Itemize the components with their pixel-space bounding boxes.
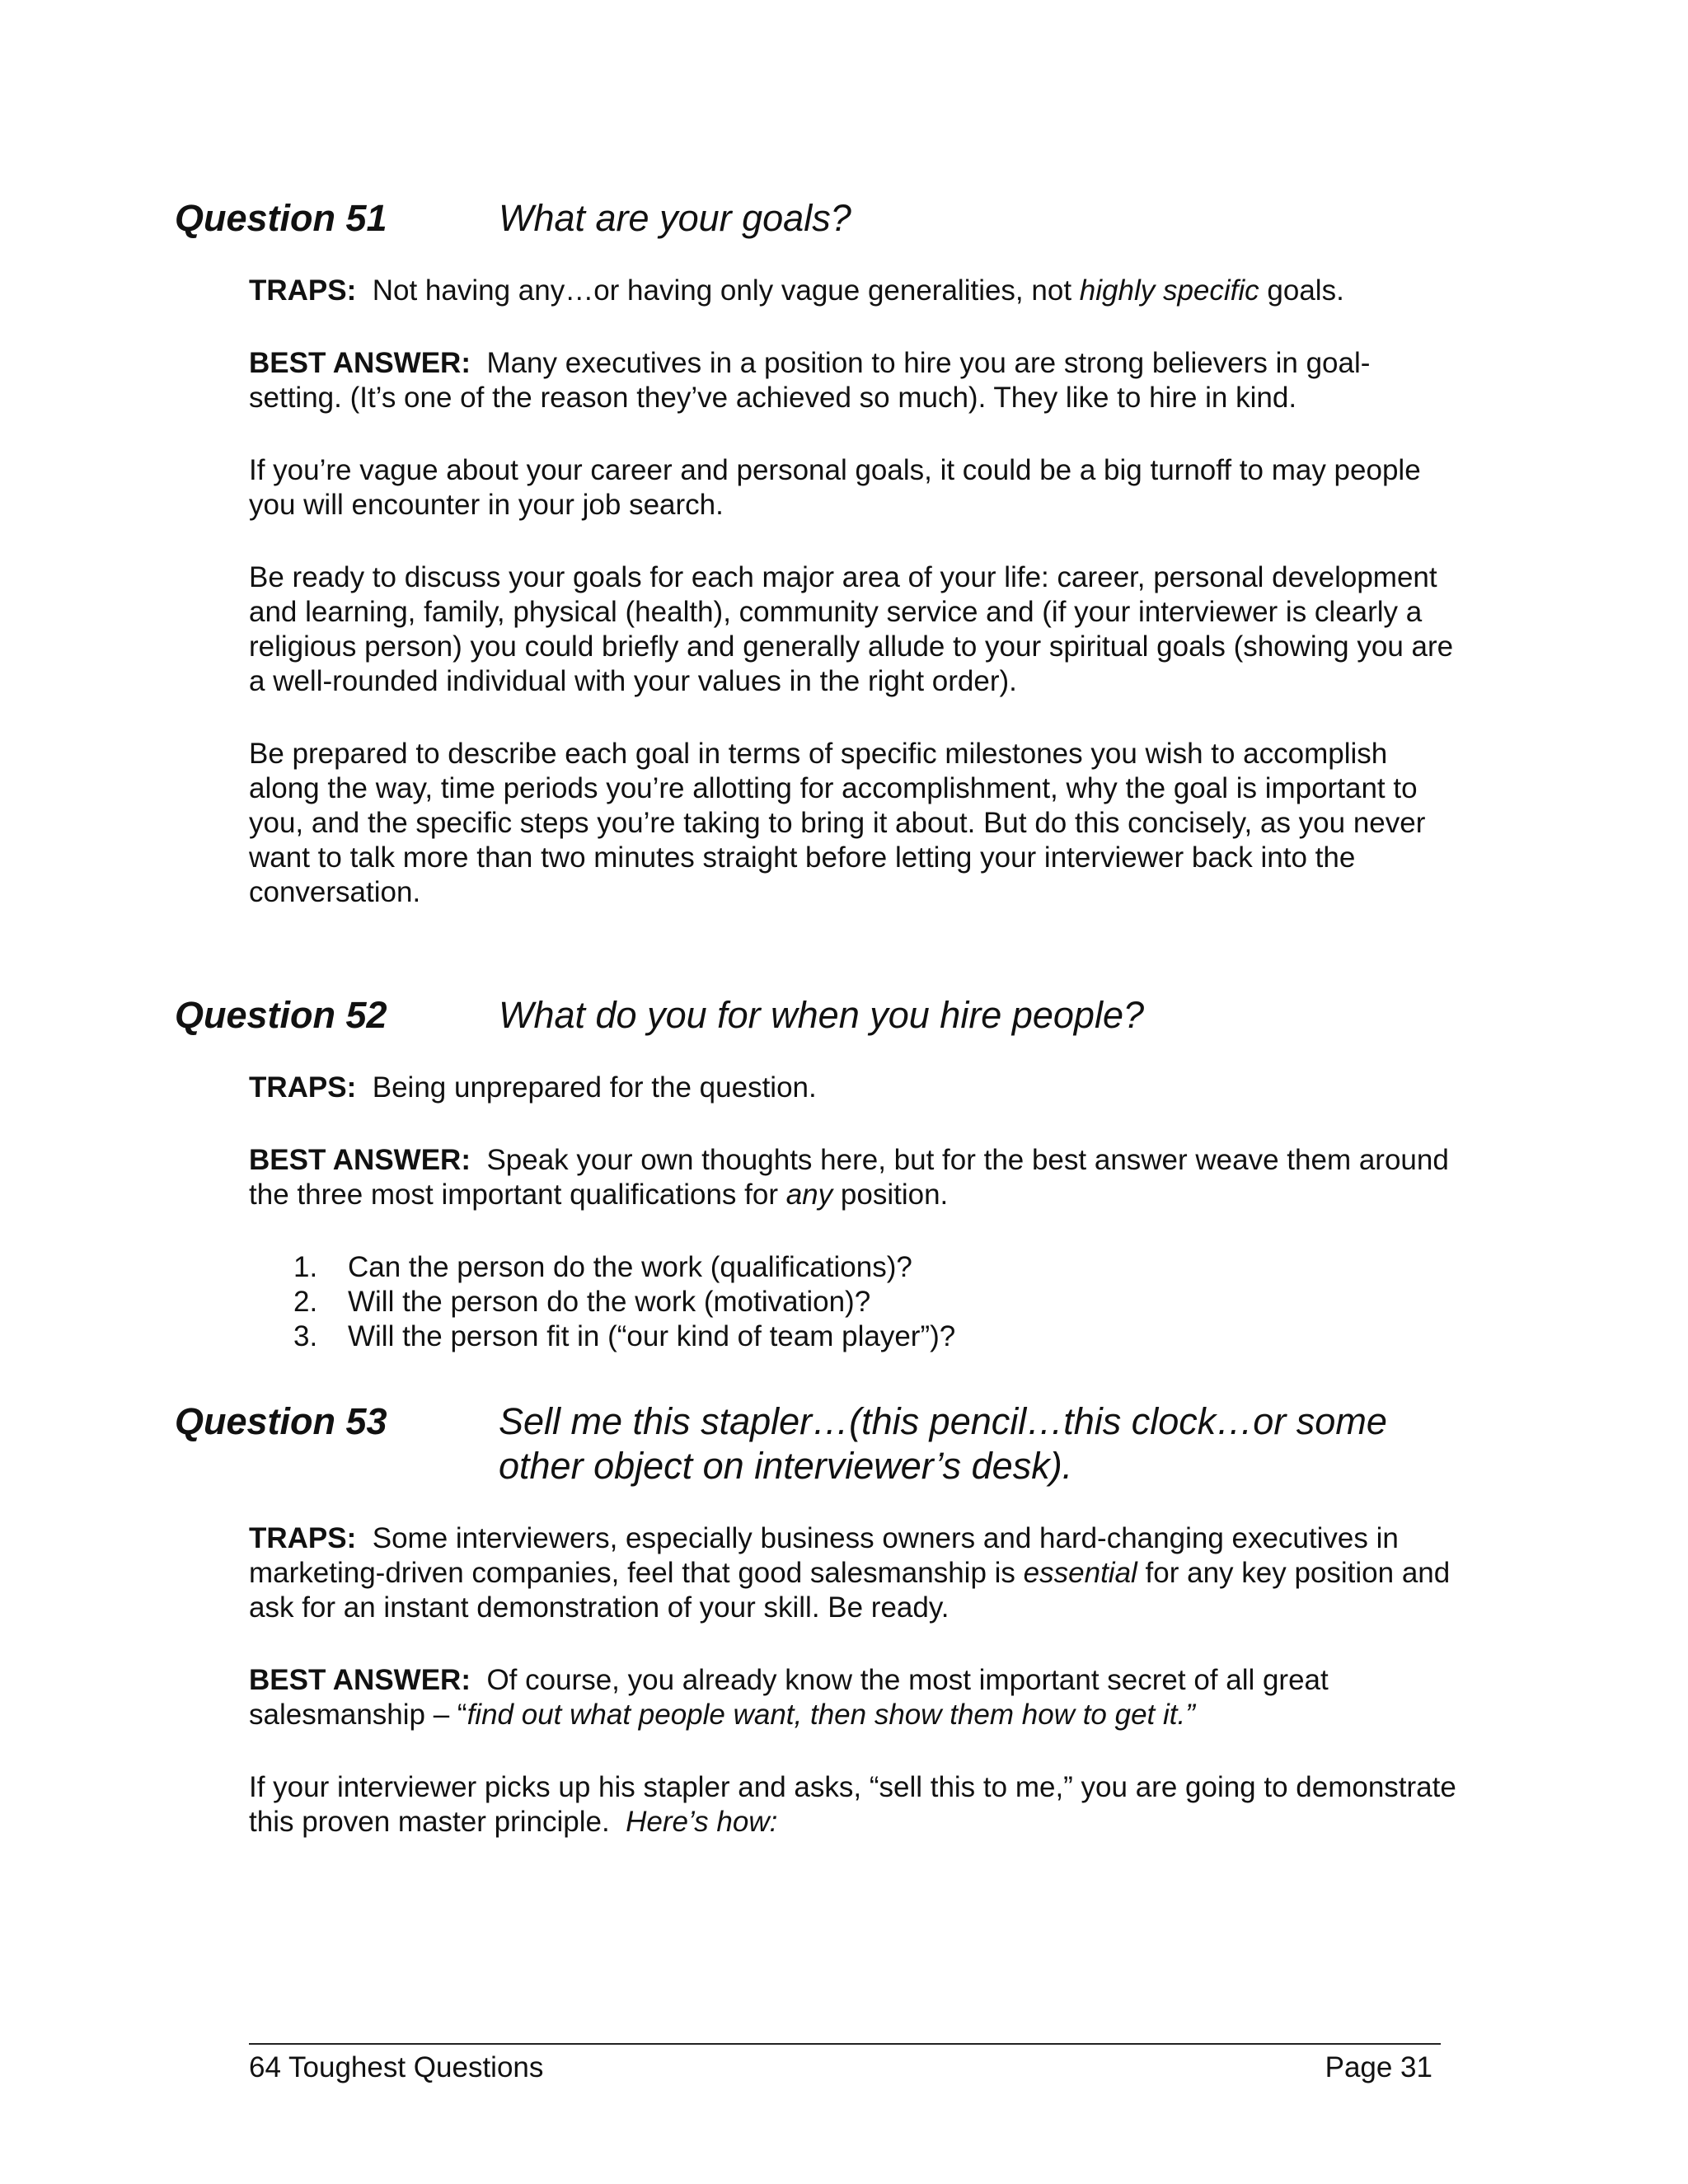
traps-label: TRAPS:: [249, 1071, 357, 1104]
answer-body: [249, 1071, 1461, 1354]
traps-emphasis: essential: [1023, 1557, 1137, 1589]
question-52: [175, 993, 1461, 1354]
question-heading: [175, 196, 1461, 241]
best-answer-text: Many executives in a position to hire you are strong believers in goal-setting. (It’s one of the reason they’ve achieved so much). They like to hire in kind.: [249, 347, 1371, 414]
best-answer-label: BEST ANSWER:: [249, 1144, 471, 1176]
traps-label: TRAPS:: [249, 274, 357, 307]
best-answer-paragraph: [249, 346, 1461, 415]
traps-emphasis: highly specific: [1079, 274, 1259, 307]
list-item: [249, 1285, 1461, 1319]
traps-paragraph: [249, 1521, 1461, 1625]
paragraph-text: If your interviewer picks up his stapler and asks, “sell this to me,” you are going to demonstrate this proven master principle.: [249, 1771, 1456, 1838]
traps-paragraph: [249, 274, 1461, 308]
paragraph: Be ready to discuss your goals for each major area of your life: career, personal development and learning, family, physical (health), community service and (if your interviewer is clearly a religious person) you could briefly and generally allude to your spiritual goals (showing you are a well-rounded individual with your values in the right order).: [249, 561, 1454, 697]
list-number: 2.: [293, 1286, 318, 1318]
traps-text: Being unprepared for the question.: [372, 1071, 817, 1104]
list-item-text: Will the person do the work (motivation)?: [348, 1286, 871, 1318]
footer-divider: [249, 2043, 1441, 2045]
question-title-line-2: other object on interviewer’s desk).: [499, 1445, 1073, 1487]
question-53: [175, 1399, 1461, 1840]
best-answer-paragraph: [249, 1663, 1461, 1732]
paragraph: If you’re vague about your career and personal goals, it could be a big turnoff to may people you will encounter in your job search.: [249, 454, 1421, 521]
best-answer-label: BEST ANSWER:: [249, 1664, 471, 1696]
list-item: [249, 1250, 1461, 1285]
question-number: Question 51: [175, 197, 387, 239]
traps-text-end: goals.: [1267, 274, 1344, 307]
paragraph: [249, 1770, 1461, 1840]
traps-text: Some interviewers, especially business owners and hard-changing executives in marketing-driven companies, feel that good salesmanship is: [249, 1522, 1399, 1589]
best-answer-text: Of course, you already know the most important secret of all great salesmanship – “: [249, 1664, 1329, 1731]
question-heading: [175, 1399, 1461, 1488]
answer-body: [249, 274, 1461, 910]
list-number: 3.: [293, 1320, 318, 1352]
list-number: 1.: [293, 1251, 318, 1283]
question-number: Question 53: [175, 1400, 387, 1442]
list-item: [249, 1319, 1461, 1354]
question-heading: [175, 993, 1461, 1038]
page-number: Page 31: [1325, 2051, 1432, 2083]
paragraph-emphasis: Here’s how:: [626, 1806, 778, 1838]
traps-text-end: for any key position and ask for an instant demonstration of your skill. Be ready.: [249, 1557, 1451, 1624]
question-51: [175, 196, 1461, 910]
best-answer-text: Speak your own thoughts here, but for the best answer weave them around the three most important qualifications for: [249, 1144, 1449, 1211]
answer-body: [249, 1521, 1461, 1840]
traps-text: Not having any…or having only vague generalities, not: [372, 274, 1072, 307]
question-title-line-1: Sell me this stapler…(this pencil…this clock…or some: [499, 1400, 1387, 1442]
traps-label: TRAPS:: [249, 1522, 357, 1554]
list-item-text: Will the person fit in (“our kind of team player”)?: [348, 1320, 956, 1352]
best-answer-paragraph: [249, 1143, 1461, 1212]
footer-title: 64 Toughest Questions: [249, 2051, 544, 2083]
paragraph: Be prepared to describe each goal in terms of specific milestones you wish to accomplish along the way, time periods you’re allotting for accomplishment, why the goal is important to you, and the specific steps you’re taking to bring it about. But do this concisely, as you never want to talk more than two minutes straight before letting your interviewer back into the conversation.: [249, 738, 1426, 908]
best-answer-label: BEST ANSWER:: [249, 347, 471, 379]
qualifications-list: [249, 1250, 1461, 1354]
question-title: What are your goals?: [499, 197, 851, 239]
question-title: What do you for when you hire people?: [499, 994, 1144, 1036]
best-answer-emphasis: find out what people want, then show them how to get it.”: [467, 1699, 1195, 1731]
best-answer-emphasis: any: [785, 1179, 833, 1211]
best-answer-text-end: position.: [840, 1179, 949, 1211]
list-item-text: Can the person do the work (qualifications)?: [348, 1251, 912, 1283]
traps-paragraph: [249, 1071, 1461, 1105]
question-number: Question 52: [175, 994, 387, 1036]
